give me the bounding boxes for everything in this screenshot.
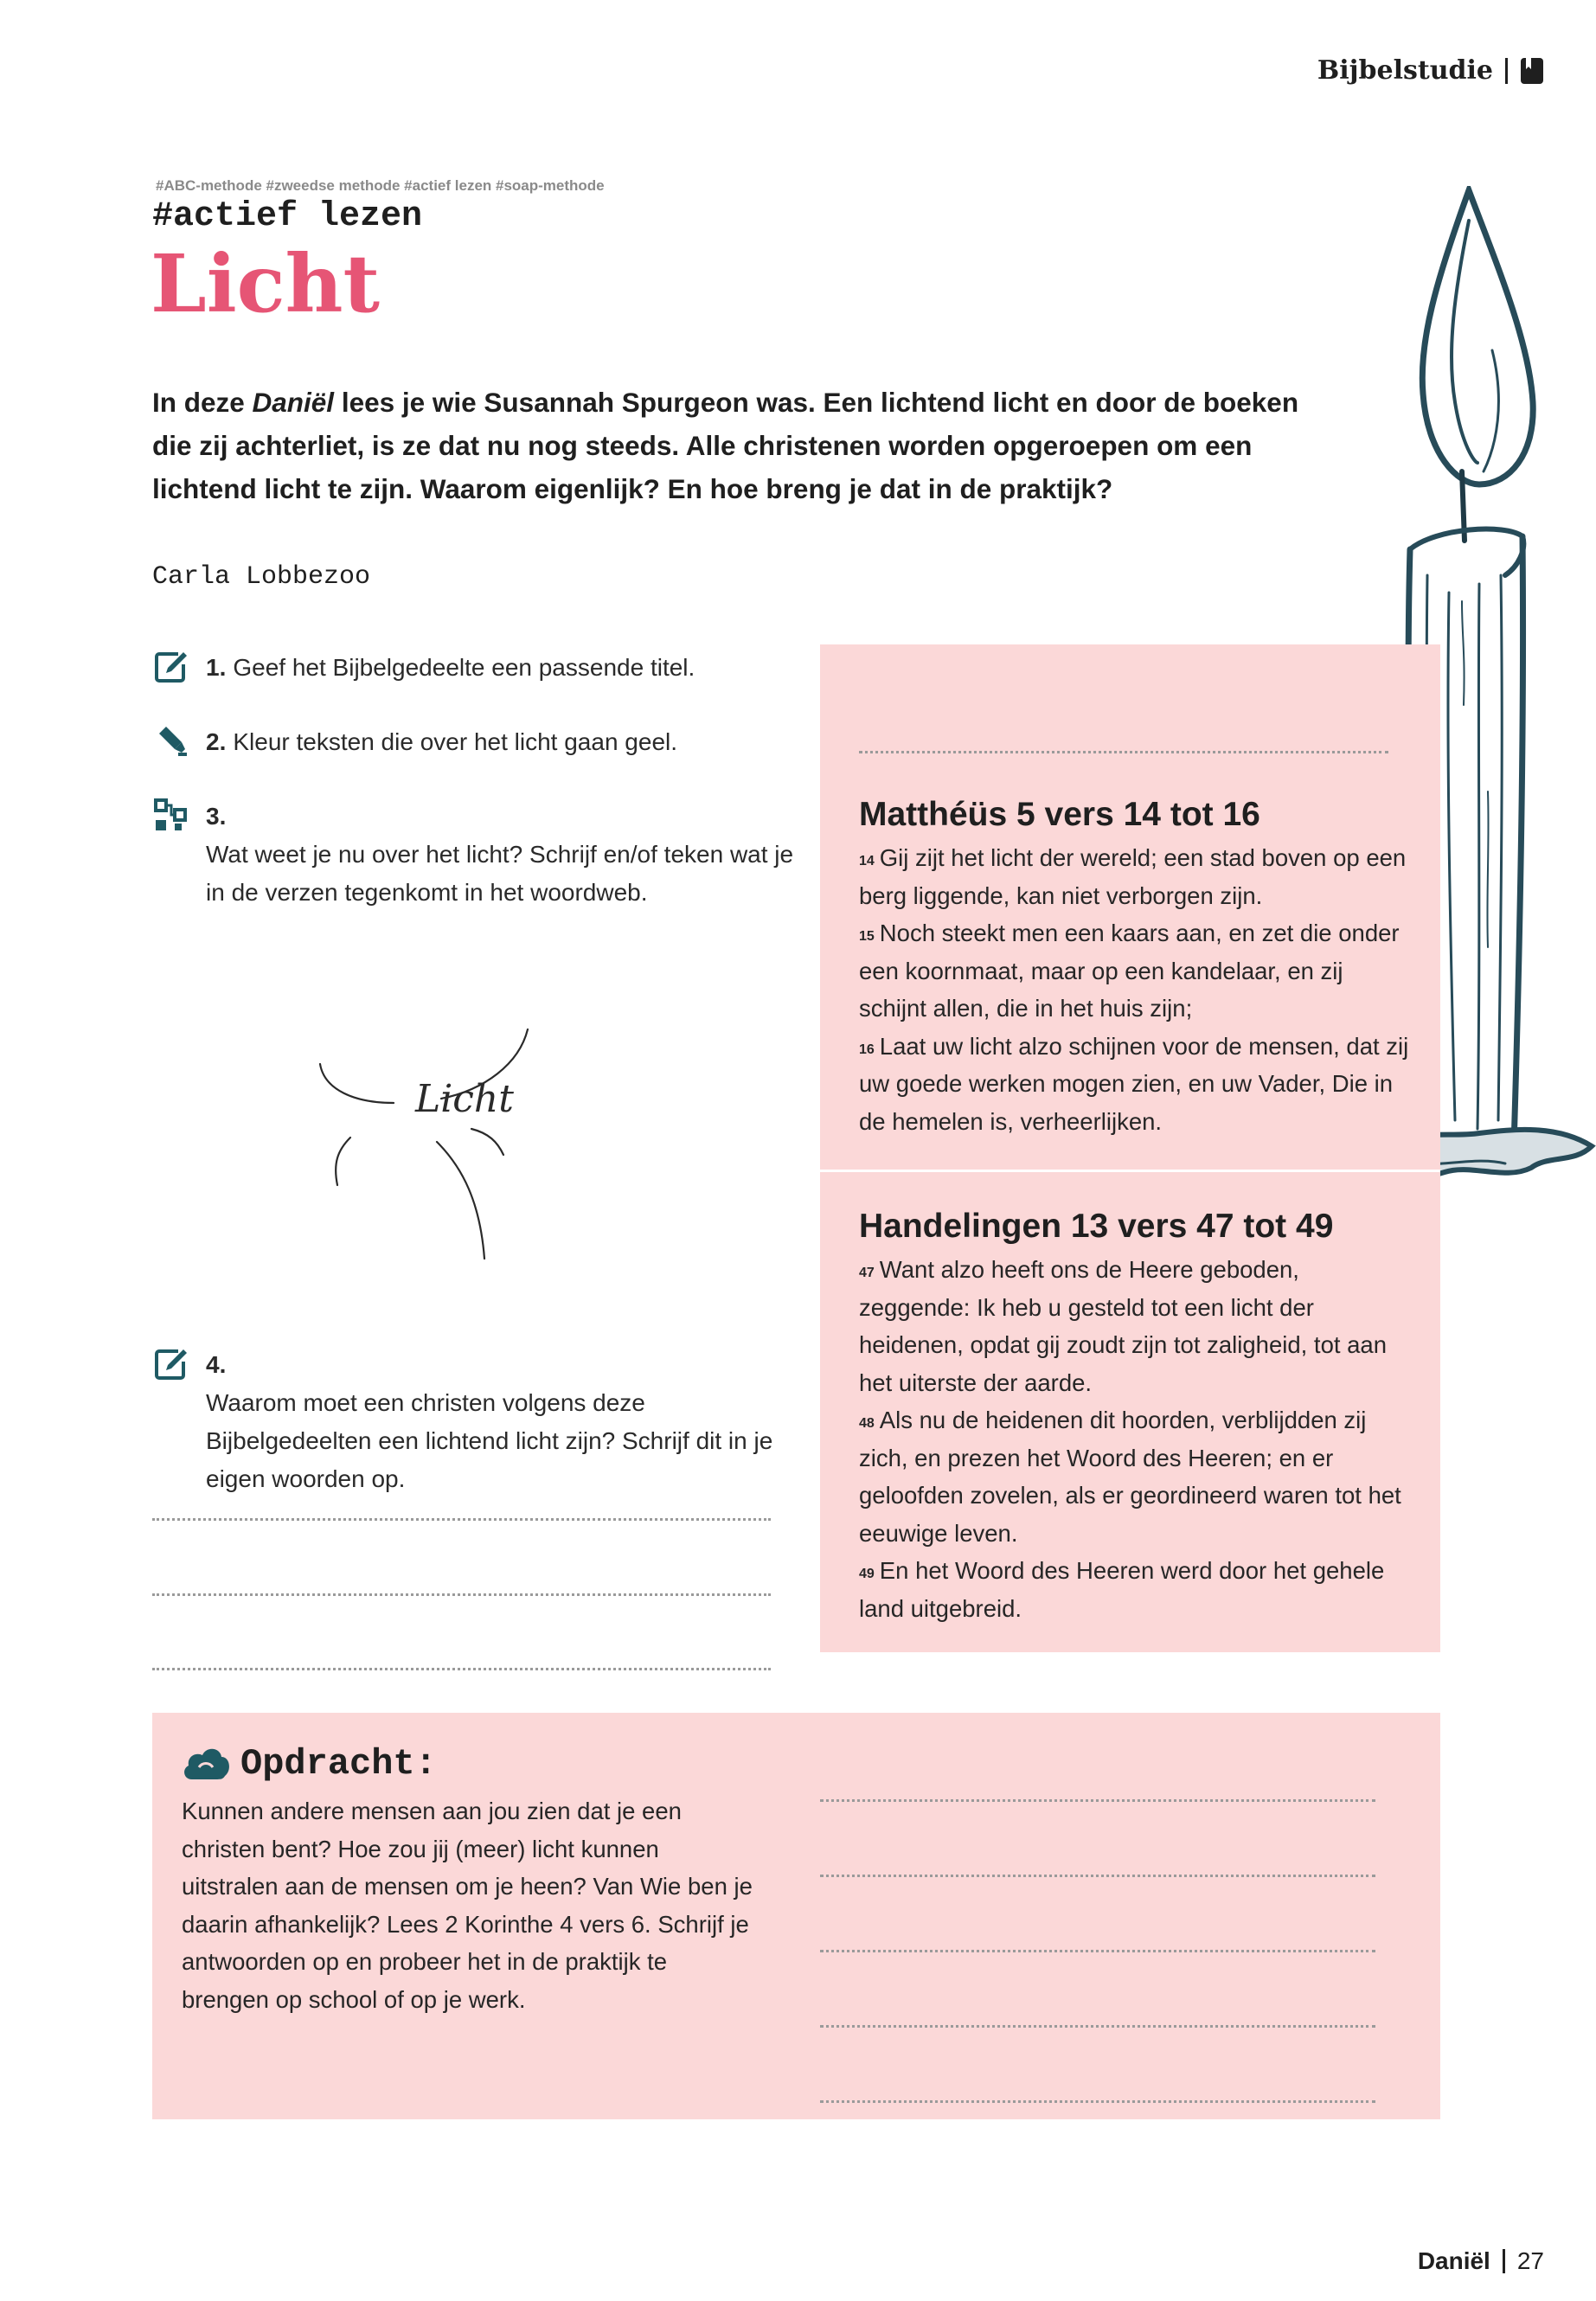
task-1 [152,649,695,687]
verse-number: 47 [859,1266,875,1280]
assignment-line[interactable] [820,1950,1375,1952]
task-number: 1. [206,654,227,681]
task-number: 3. [206,803,227,830]
web-branch [471,1129,503,1155]
assignment-header [182,1743,437,1785]
task-text: Wat weet je nu over het licht? Schrijf en/of teken wat je in de verzen tegenkomt in het woordweb. [206,841,794,906]
title-answer-line[interactable] [859,751,1388,753]
web-branch [437,1142,484,1259]
author: Carla Lobbezoo [152,562,371,592]
verse [859,914,1413,1028]
intro-part2: lees je wie Susannah Spurgeon was. Een lichtend licht en door de boeken die zij achterliet, is ze dat nu nog steeds. Alle christenen worden opgeroepen om een lichtend licht te zijn. Waarom eigenlijk? En hoe breng je dat in de praktijk? [152,387,1299,504]
passage-title: Matthéüs 5 vers 14 tot 16 [859,796,1260,833]
verse-number: 48 [859,1416,875,1431]
answer-line[interactable] [152,1518,771,1521]
verse-text: Noch steekt men een kaars aan, en zet die onder een koornmaat, maar op een kandelaar, en zij schijnt allen, die in het huis zijn; [859,920,1400,1022]
highlighter-icon [152,723,189,760]
verse-text: Want alzo heeft ons de Heere geboden, zeggende: Ik heb u gesteld tot een licht der heidenen, opdat gij zoudt zijn tot zaligheid, tot aan het uiterste der aarde. [859,1256,1388,1396]
verse [859,1552,1413,1627]
verse [859,1401,1413,1552]
verse-text: Als nu de heidenen dit hoorden, verblijdden zij zich, en prezen het Woord des Heeren; en er geloofden zovelen, als er geordineerd waren tot het eeuwige leven. [859,1407,1401,1547]
assignment-text: Kunnen andere mensen aan jou zien dat je een christen bent? Hoe zou jij (meer) licht kunnen uitstralen aan de mensen om je heen? Van Wie ben je daarin afhankelijk? Lees 2 Korinthe 4 vers 6. Schrijf je antwoorden op en probeer het in de praktijk te brengen op school of op je werk. [182,1798,753,2013]
book-icon [1520,57,1544,85]
task-text: Waarom moet een christen volgens deze Bijbelgedeelten een lichtend licht zijn? Schrijf dit in je eigen woorden op. [206,1389,773,1492]
tags: #ABC-methode #zweedse methode #actief lezen #soap-methode [156,177,605,194]
intro-paragraph [152,381,1311,510]
page-title: Licht [151,237,381,330]
edit-checkbox-icon [152,1346,189,1382]
verse-number: 16 [859,1042,875,1057]
passage-title: Handelingen 13 vers 47 tot 49 [859,1208,1334,1245]
verse-text: Laat uw licht alzo schijnen voor de mensen, dat zij uw goede werken mogen zien, en uw Vader, Die in de hemelen is, verheerlijken. [859,1032,1409,1135]
verse [859,1251,1413,1401]
divider [1505,58,1508,84]
verse [859,839,1413,914]
verse-text: En het Woord des Heeren werd door het gehele land uitgebreid. [859,1557,1385,1622]
footer-magazine: Daniël [1417,2247,1490,2274]
task-text: Kleur teksten die over het licht gaan geel. [233,728,678,755]
word-web [303,1012,588,1272]
passage-matthew [859,796,1413,1140]
edit-checkbox-icon [152,649,189,685]
intro-part1: In deze [152,387,253,418]
verse-number: 14 [859,854,875,868]
page-number: 27 [1516,2247,1544,2274]
cloud-icon [182,1745,232,1783]
passage-acts [859,1208,1413,1627]
task-3 [152,798,810,912]
assignment-line[interactable] [820,1875,1375,1877]
web-branch [336,1138,350,1185]
assignment-title: Opdracht: [240,1743,437,1785]
answer-line[interactable] [152,1668,771,1670]
task-text: Geef het Bijbelgedeelte een passende titel. [233,654,695,681]
subtitle: #actief lezen [152,197,423,236]
task-number: 2. [206,728,227,755]
verse-number: 49 [859,1567,875,1581]
web-branch [320,1064,394,1103]
magazine-name: Daniël [252,387,335,418]
task-2 [152,723,677,761]
assignment-line[interactable] [820,2025,1375,2028]
assignment-line[interactable] [820,2100,1375,2103]
page-footer [1418,2247,1544,2275]
verse-number: 15 [859,929,875,944]
assignment-line[interactable] [820,1799,1375,1802]
mindmap-icon [152,798,189,834]
box-divider [820,1170,1440,1172]
task-4 [152,1346,810,1498]
task-number: 4. [206,1351,227,1378]
word-web-center: Licht [415,1077,514,1121]
running-head [1317,55,1544,86]
verse [859,1028,1413,1141]
divider [1503,2249,1505,2273]
verse-text: Gij zijt het licht der wereld; een stad boven op een berg liggende, kan niet verborgen zijn. [859,844,1407,909]
section-label: Bijbelstudie [1317,55,1493,86]
answer-line[interactable] [152,1593,771,1596]
